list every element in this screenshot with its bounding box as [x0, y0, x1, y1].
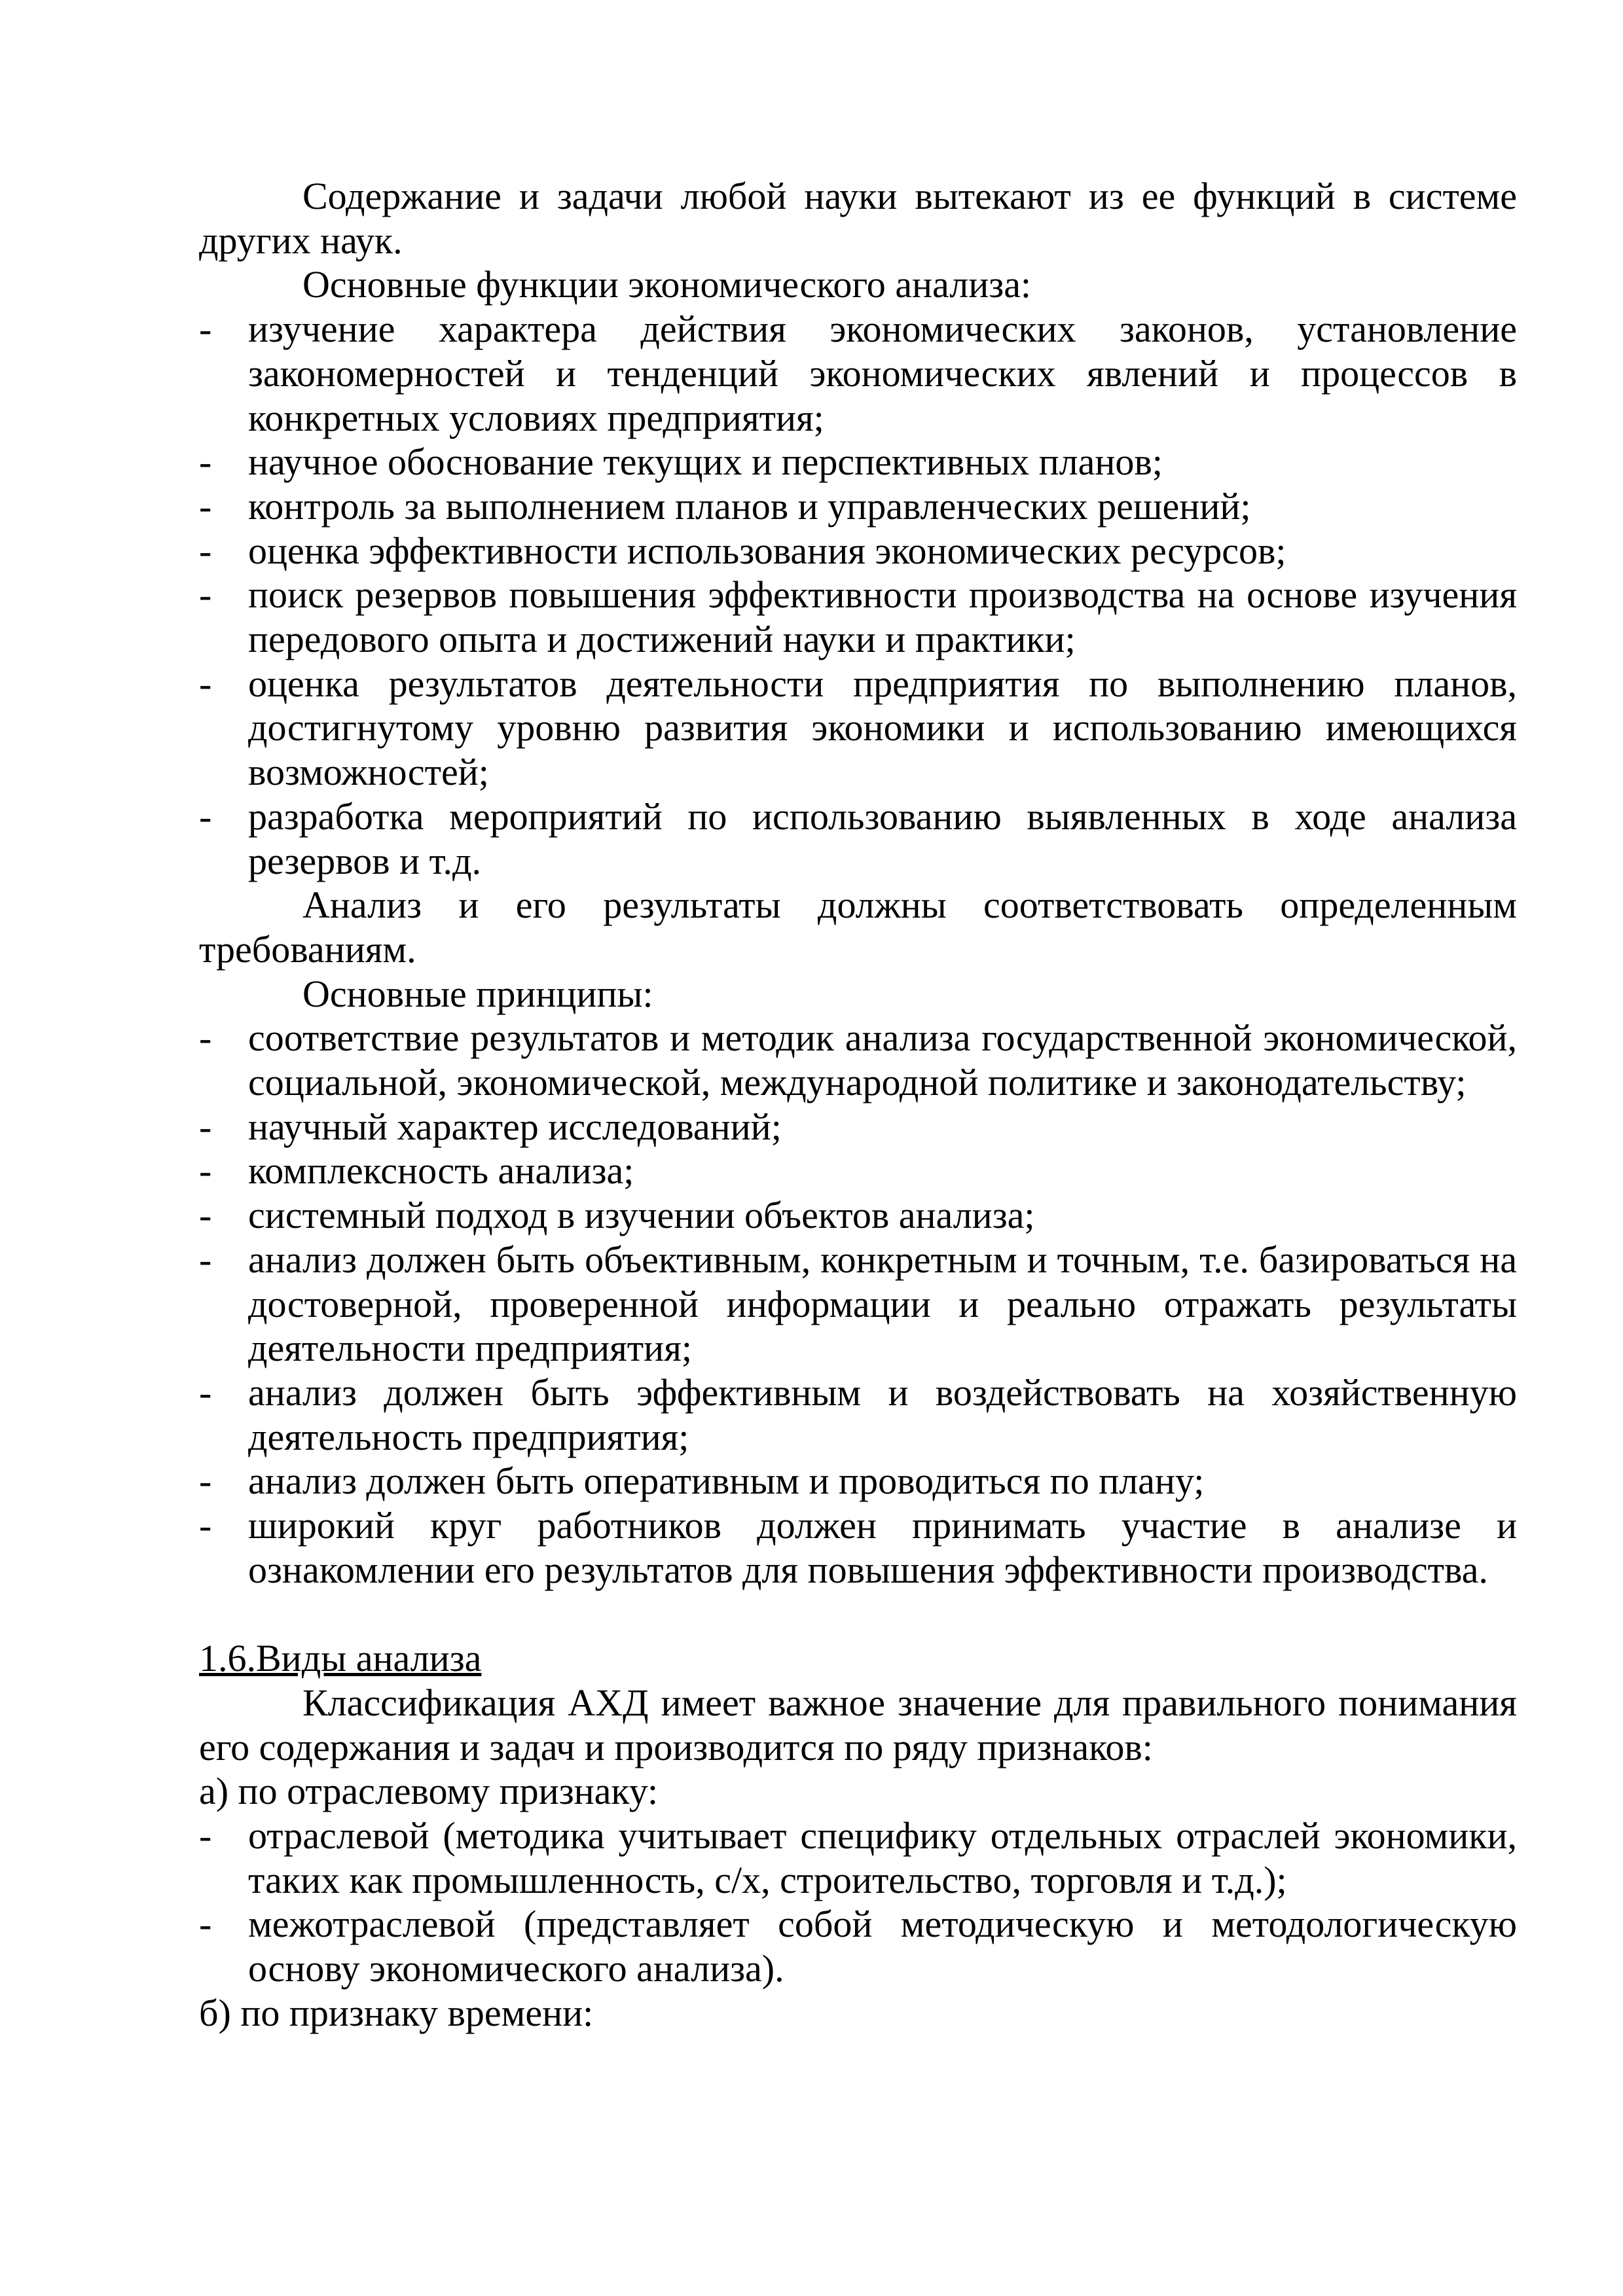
list-item: - научный характер исследований;: [199, 1105, 782, 1148]
list-item: - анализ должен быть оперативным и проводиться по плану;: [199, 1460, 1205, 1503]
classification-a-list: [199, 1814, 1517, 1991]
list-item: - поиск резервов повышения эффективности производства на основе изучения передового опыта и достижений науки и практики;: [199, 573, 1517, 661]
dash-bullet: -: [199, 1149, 212, 1193]
dash-bullet: -: [199, 573, 212, 617]
list-item: - контроль за выполнением планов и управленческих решений;: [199, 484, 1251, 528]
list-item: - системный подход в изучении объектов анализа;: [199, 1194, 1035, 1237]
document-page: [199, 174, 1517, 2036]
list-item: - широкий круг работников должен принимать участие в анализе и ознакомлении его результатов для повышения эффективности производства.: [199, 1504, 1517, 1591]
dash-bullet: -: [199, 1460, 212, 1503]
list-item: - межотраслевой (представляет собой методическую и методологическую основу экономического анализа).: [199, 1903, 1517, 1990]
list-item: - соответствие результатов и методик анализа государственной экономической, социальной, экономической, международной политике и законодательству;: [199, 1016, 1517, 1104]
dash-bullet: -: [199, 484, 212, 528]
list-item: - комплексность анализа;: [199, 1149, 634, 1193]
dash-bullet: -: [199, 795, 212, 838]
dash-bullet: -: [199, 1238, 212, 1281]
classification-a-label: а) по отраслевому признаку:: [199, 1770, 659, 1813]
list-item: - оценка эффективности использования экономических ресурсов;: [199, 529, 1286, 572]
section-heading: 1.6.Виды анализа: [199, 1637, 482, 1680]
list-item: - анализ должен быть эффективным и воздействовать на хозяйственную деятельность предприятия;: [199, 1371, 1517, 1458]
blank-line: [199, 1592, 1517, 1637]
dash-bullet: -: [199, 440, 212, 484]
principles-list: [199, 1016, 1517, 1592]
list-item: - анализ должен быть объективным, конкретным и точным, т.е. базироваться на достоверной, проверенной информации и реально отражать результаты деятельности предприятия;: [199, 1238, 1517, 1370]
dash-bullet: -: [199, 1105, 212, 1148]
list-item: - научное обоснование текущих и перспективных планов;: [199, 440, 1163, 484]
principles-intro: Основные принципы:: [302, 972, 653, 1015]
functions-list: [199, 307, 1517, 883]
dash-bullet: -: [199, 1016, 212, 1060]
dash-bullet: -: [199, 308, 212, 351]
classification-b-label: б) по признаку времени:: [199, 1991, 594, 2034]
dash-bullet: -: [199, 1194, 212, 1237]
list-item: - изучение характера действия экономических законов, установление закономерностей и тенденций экономических явлений и процессов в конкретных условиях предприятия;: [199, 308, 1517, 439]
dash-bullet: -: [199, 1814, 212, 1857]
paragraph: Анализ и его результаты должны соответствовать определенным требованиям.: [199, 884, 1517, 971]
paragraph: Классификация АХД имеет важное значение для правильного понимания его содержания и задач и производится по ряду признаков:: [199, 1681, 1517, 1768]
dash-bullet: -: [199, 1504, 212, 1547]
dash-bullet: -: [199, 662, 212, 705]
list-item: - отраслевой (методика учитывает специфику отдельных отраслей экономики, таких как промышленность, с/х, строительство, торговля и т.д.);: [199, 1814, 1517, 1901]
dash-bullet: -: [199, 1371, 212, 1414]
functions-intro: Основные функции экономического анализа:: [302, 263, 1032, 306]
list-item: - оценка результатов деятельности предприятия по выполнению планов, достигнутому уровню развития экономики и использованию имеющихся возможностей;: [199, 662, 1517, 794]
paragraph: Содержание и задачи любой науки вытекают из ее функций в системе других наук.: [199, 175, 1517, 262]
dash-bullet: -: [199, 1903, 212, 1946]
list-item: - разработка мероприятий по использованию выявленных в ходе анализа резервов и т.д.: [199, 795, 1517, 882]
dash-bullet: -: [199, 529, 212, 572]
